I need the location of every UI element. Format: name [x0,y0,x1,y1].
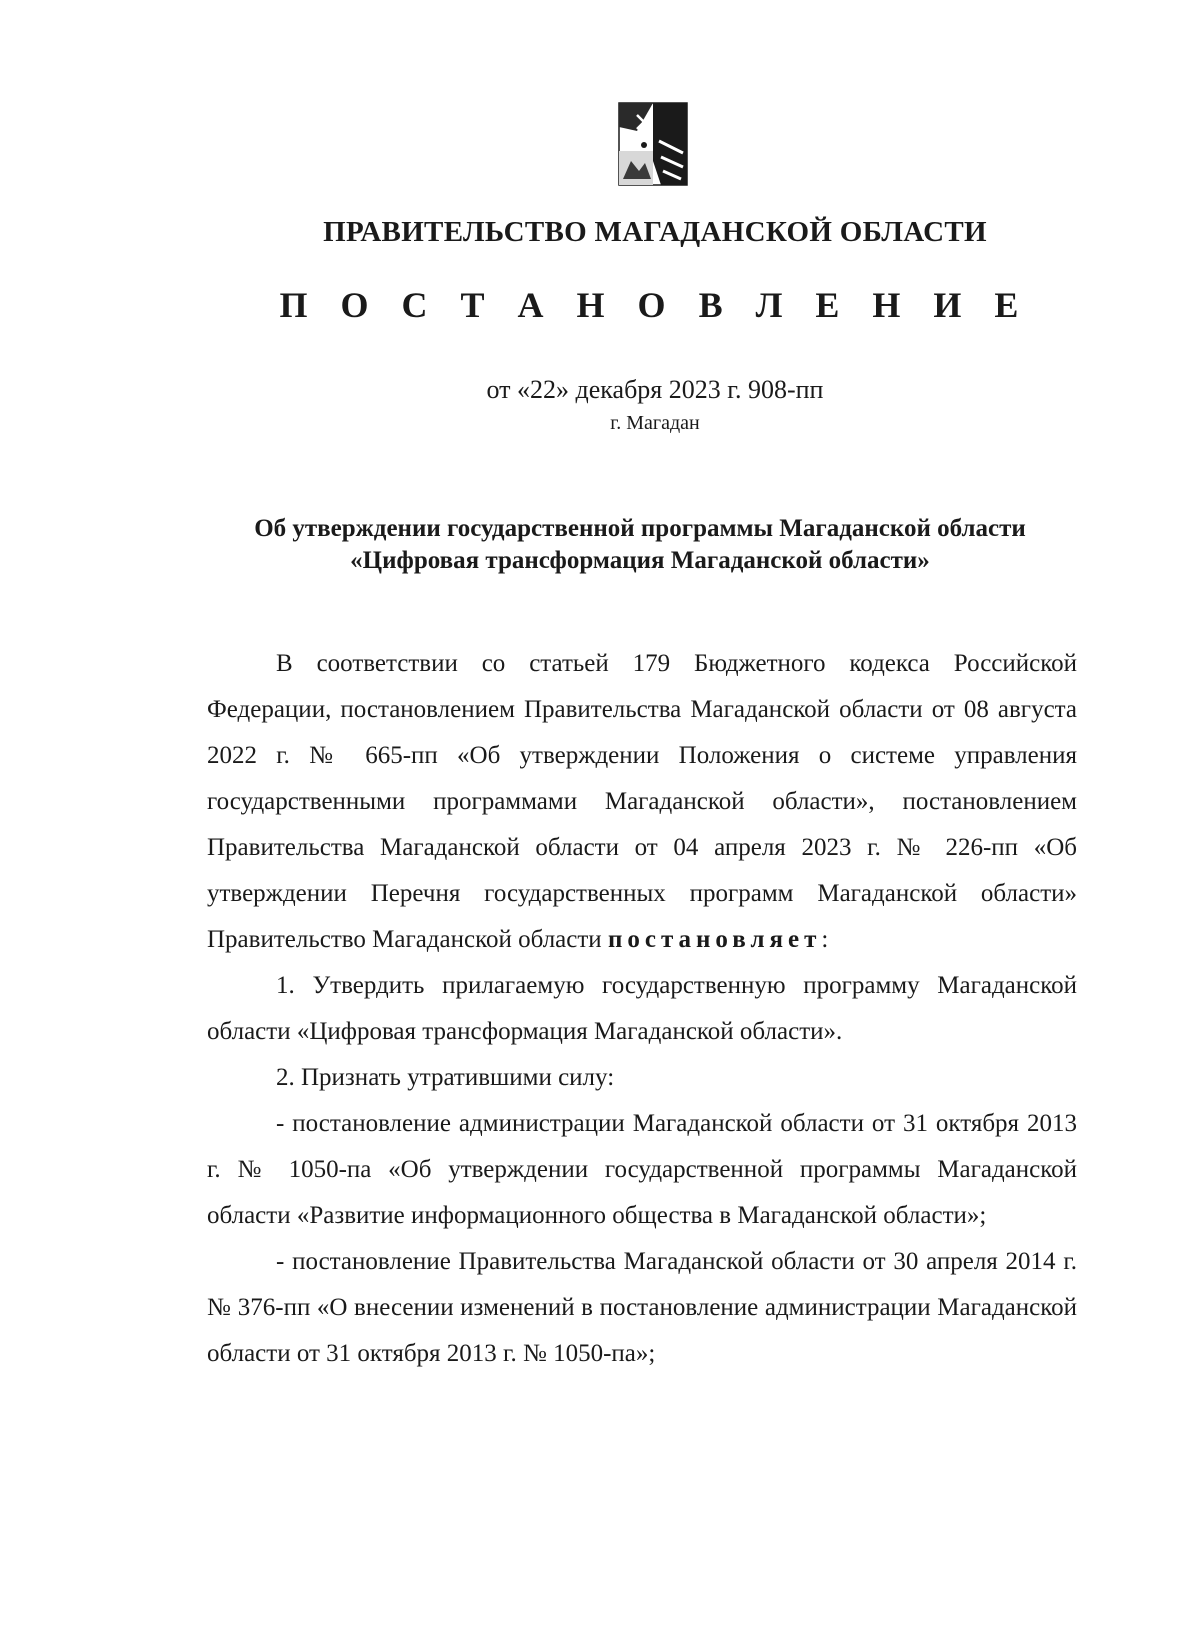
item-1-text: 1. Утвердить прилагаемую государственную программу Магаданской области «Цифровая трансформация Магаданской области». [207,972,1077,1045]
item-2-sub-2 [207,1239,1077,1377]
item-2 [207,1055,1077,1101]
magadan-coat-of-arms-icon [617,101,689,191]
item-2-sub-1-text: - постановление администрации Магаданской области от 31 октября 2013 г. № 1050-па «Об утверждении государственной программы Магаданской области «Развитие информационного общества в Магаданской области»; [207,1110,1077,1229]
item-1 [207,963,1077,1055]
item-2-sub-2-text: - постановление Правительства Магаданской области от 30 апреля 2014 г. № 376-пп «О внесении изменений в постановление администрации Магаданской области от 31 октября 2013 г. № 1050-па»; [207,1248,1077,1367]
item-2-text: 2. Признать утратившими силу: [276,1064,615,1091]
decree-colon: : [821,926,829,953]
subject-line-1: Об утверждении государственной программы Магаданской области [254,515,1026,542]
government-title: ПРАВИТЕЛЬСТВО МАГАДАНСКОЙ ОБЛАСТИ [323,216,987,248]
decree-word: постановляет [607,926,822,953]
document-type: П О С Т А Н О В Л Е Н И Е [279,285,1031,325]
document-city: г. Магадан [610,412,700,434]
document-subject [205,513,1075,577]
preamble-paragraph [207,641,1077,963]
preamble-text: В соответствии со статьей 179 Бюджетного кодекса Российской Федерации, постановлением Правительства Магаданской области от 08 августа 2022 г. № 665-пп «Об утверждении Положения о системе управления государственными программами Магаданской области», постановлением Правительства Магаданской области от 04 апреля 2023 г. № 226-пп «Об утверждении Перечня государственных программ Магаданской области» Правительство Магаданской области [207,650,1077,953]
subject-line-2: «Цифровая трансформация Магаданской области» [350,547,930,574]
item-2-sub-1 [207,1101,1077,1239]
document-date-number: от «22» декабря 2023 г. 908-пп [486,375,824,404]
document-body [207,641,1077,1377]
